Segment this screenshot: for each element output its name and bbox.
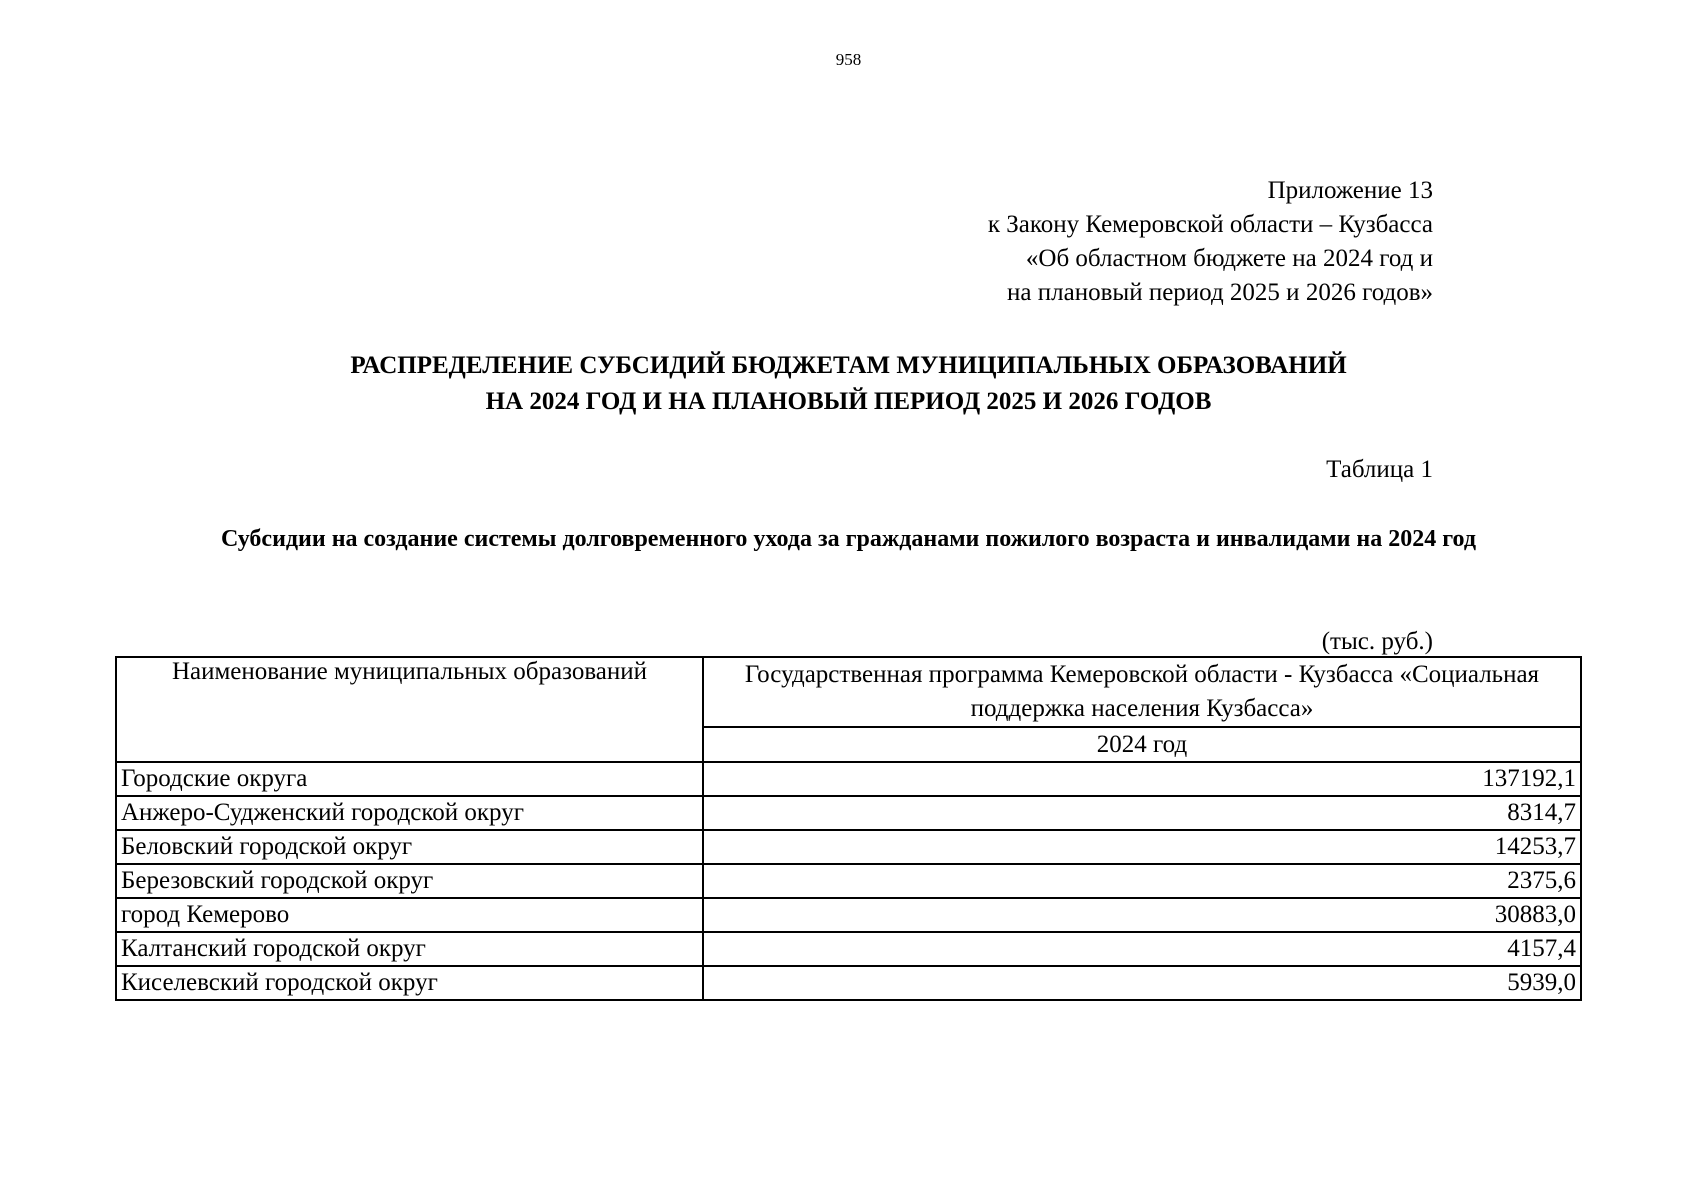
header-municipality: Наименование муниципальных образований	[116, 657, 703, 762]
annex-block	[988, 174, 1433, 310]
row-value: 8314,7	[703, 796, 1581, 830]
header-year: 2024 год	[703, 727, 1581, 762]
annex-line-1: Приложение 13	[1267, 177, 1433, 204]
row-value: 30883,0	[703, 898, 1581, 932]
row-value: 137192,1	[703, 762, 1581, 796]
row-name: Беловский городской округ	[116, 830, 703, 864]
row-name: город Кемерово	[116, 898, 703, 932]
table-subtitle: Субсидии на создание системы долговременного ухода за гражданами пожилого возраста и инвалидами на 2024 год	[221, 526, 1476, 552]
table-row	[116, 898, 1581, 932]
annex-line-2: к Закону Кемеровской области – Кузбасса	[987, 211, 1433, 238]
document-title-line-2: НА 2024 ГОД И НА ПЛАНОВЫЙ ПЕРИОД 2025 И 2026 ГОДОВ	[485, 388, 1212, 415]
document-title-line-1: РАСПРЕДЕЛЕНИЕ СУБСИДИЙ БЮДЖЕТАМ МУНИЦИПАЛЬНЫХ ОБРАЗОВАНИЙ	[350, 352, 1347, 379]
row-value: 2375,6	[703, 864, 1581, 898]
table-row	[116, 932, 1581, 966]
units-label: (тыс. руб.)	[1321, 628, 1433, 655]
row-name: Городские округа	[116, 762, 703, 796]
header-program: Государственная программа Кемеровской области - Кузбасса «Социальная поддержка населения Кузбасса»	[703, 657, 1581, 727]
row-name: Анжеро-Судженский городской округ	[116, 796, 703, 830]
table-row	[116, 966, 1581, 1000]
table-row-total	[116, 762, 1581, 796]
annex-line-4: на плановый период 2025 и 2026 годов»	[1007, 279, 1433, 306]
row-value: 4157,4	[703, 932, 1581, 966]
table-row	[116, 864, 1581, 898]
row-name: Березовский городской округ	[116, 864, 703, 898]
page-number: 958	[835, 50, 862, 69]
table-row	[116, 796, 1581, 830]
row-name: Киселевский городской округ	[116, 966, 703, 1000]
row-name: Калтанский городской округ	[116, 932, 703, 966]
subsidy-table	[115, 656, 1582, 1001]
row-value: 14253,7	[703, 830, 1581, 864]
annex-line-3: «Об областном бюджете на 2024 год и	[1025, 245, 1433, 272]
document-title	[0, 348, 1697, 420]
row-value: 5939,0	[703, 966, 1581, 1000]
table-header-row	[116, 657, 1581, 727]
table-label: Таблица 1	[1326, 456, 1433, 483]
table-row	[116, 830, 1581, 864]
